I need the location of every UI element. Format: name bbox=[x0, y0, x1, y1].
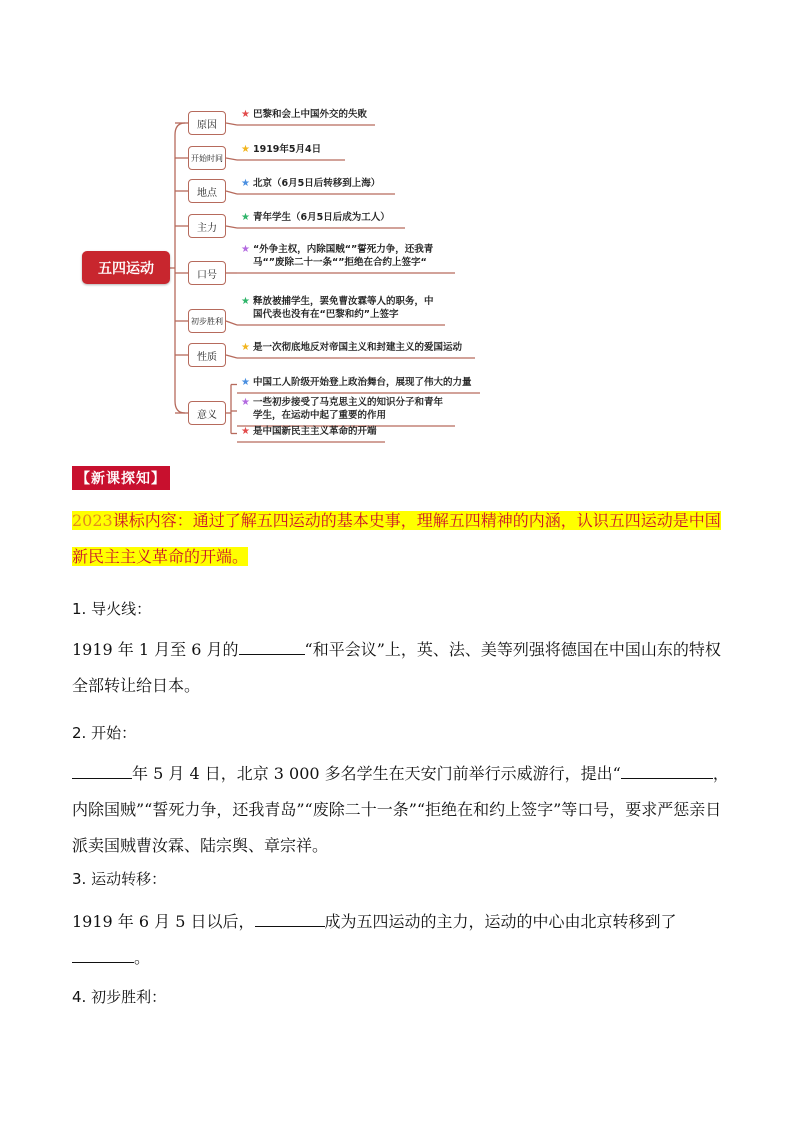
objective-year: 2023 bbox=[72, 511, 113, 530]
connector-line bbox=[226, 123, 237, 125]
mind-map-leaf bbox=[241, 108, 367, 121]
blank-city[interactable] bbox=[72, 944, 134, 963]
star-icon: ★ bbox=[241, 397, 250, 408]
blank-year[interactable] bbox=[72, 760, 132, 779]
mind-map bbox=[0, 0, 794, 455]
paragraph-shift-c: 。 bbox=[134, 948, 151, 967]
heading-victory: 4. 初步胜利： bbox=[72, 988, 167, 1006]
star-icon: ★ bbox=[241, 342, 250, 353]
mind-map-leaf bbox=[241, 341, 462, 354]
mind-map-leaf bbox=[241, 376, 471, 389]
mind-map-leaf-text: 是一次彻底地反对帝国主义和封建主义的爱国运动 bbox=[252, 342, 462, 353]
section-tag: 【新课探知】 bbox=[72, 466, 170, 490]
mind-map-branch: 地点 bbox=[188, 179, 226, 203]
mind-map-leaf-text: 巴黎和会上中国外交的失败 bbox=[252, 109, 367, 120]
blank-slogan[interactable] bbox=[621, 760, 713, 779]
mind-map-spine bbox=[175, 123, 185, 413]
star-icon: ★ bbox=[241, 244, 250, 255]
connector-line bbox=[226, 158, 237, 160]
star-icon: ★ bbox=[241, 178, 250, 189]
mind-map-leaf bbox=[241, 243, 433, 269]
star-icon: ★ bbox=[241, 377, 250, 388]
mind-map-branch: 主力 bbox=[188, 214, 226, 238]
blank-conference[interactable] bbox=[239, 636, 305, 655]
paragraph-start-a: 年 5 月 4 日，北京 3 000 多名学生在天安门前举行示威游行，提出“ bbox=[132, 764, 621, 783]
star-icon: ★ bbox=[241, 144, 250, 155]
mind-map-leaf-text: 释放被捕学生，罢免曹汝霖等人的职务，中 国代表也没有在“巴黎和约”上签字 bbox=[252, 296, 434, 320]
mind-map-leaf bbox=[241, 177, 380, 190]
connector-line bbox=[226, 226, 237, 228]
mind-map-leaf bbox=[241, 295, 433, 321]
paragraph-shift-a: 1919 年 6 月 5 日以后， bbox=[72, 912, 255, 931]
mind-map-branch: 初步胜利 bbox=[188, 309, 226, 333]
mind-map-branch: 意义 bbox=[188, 401, 226, 425]
heading-start: 2. 开始： bbox=[72, 724, 137, 742]
paragraph-start-b: ，内除国贼”“誓死力争，还我青岛”“废除二十一条”“拒绝在和约上签字”等口号，要求严惩亲日派卖国贼曹汝霖、陆宗舆、章宗祥。 bbox=[72, 764, 729, 855]
mind-map-leaf bbox=[241, 425, 376, 438]
mind-map-leaf-text: 北京（6月5日后转移到上海） bbox=[252, 178, 381, 189]
mind-map-leaf-text: 青年学生（6月5日后成为工人） bbox=[252, 212, 390, 223]
mind-map-leaf-text: 1919年5月4日 bbox=[252, 144, 322, 155]
star-icon: ★ bbox=[241, 212, 250, 223]
mind-map-branch: 原因 bbox=[188, 111, 226, 135]
mind-map-leaf bbox=[241, 211, 390, 224]
paragraph-fuse bbox=[72, 632, 732, 704]
mind-map-branch: 口号 bbox=[188, 261, 226, 285]
connector-line bbox=[226, 321, 237, 325]
mind-map-leaf-text: 是中国新民主主义革命的开端 bbox=[252, 426, 377, 437]
curriculum-objective bbox=[72, 503, 732, 575]
mind-map-leaf bbox=[241, 396, 443, 422]
heading-shift: 3. 运动转移： bbox=[72, 870, 167, 888]
mind-map-branch: 开始时间 bbox=[188, 146, 226, 170]
mind-map-leaf-text: 中国工人阶级开始登上政治舞台，展现了伟大的力量 bbox=[252, 377, 472, 388]
blank-main-force[interactable] bbox=[255, 908, 325, 927]
paragraph-start bbox=[72, 756, 732, 864]
mind-map-leaf bbox=[241, 143, 321, 156]
paragraph-shift-b: 成为五四运动的主力，运动的中心由北京转移到了 bbox=[324, 912, 677, 931]
mind-map-leaf-text: “外争主权，内除国贼“”誓死力争，还我青 马“”废除二十一条“”拒绝在合约上签字“ bbox=[252, 244, 434, 268]
mind-map-root: 五四运动 bbox=[82, 251, 170, 284]
paragraph-fuse-a: 1919 年 1 月至 6 月的 bbox=[72, 640, 239, 659]
objective-text: 课标内容：通过了解五四运动的基本史事，理解五四精神的内涵，认识五四运动是中国新民主主义革命的开端。 bbox=[72, 511, 721, 566]
connector-line bbox=[226, 355, 237, 358]
star-icon: ★ bbox=[241, 109, 250, 120]
paragraph-fuse-b: “和平会议”上，英、法、美等列强将德国在中国山东的特权全部转让给日本。 bbox=[72, 640, 721, 695]
star-icon: ★ bbox=[241, 426, 250, 437]
mind-map-branch: 性质 bbox=[188, 343, 226, 367]
star-icon: ★ bbox=[241, 296, 250, 307]
paragraph-shift bbox=[72, 904, 732, 976]
mind-map-leaf-text: 一些初步接受了马克思主义的知识分子和青年 学生，在运动中起了重要的作用 bbox=[252, 397, 443, 421]
connector-line bbox=[226, 191, 237, 194]
heading-fuse: 1. 导火线： bbox=[72, 600, 152, 618]
